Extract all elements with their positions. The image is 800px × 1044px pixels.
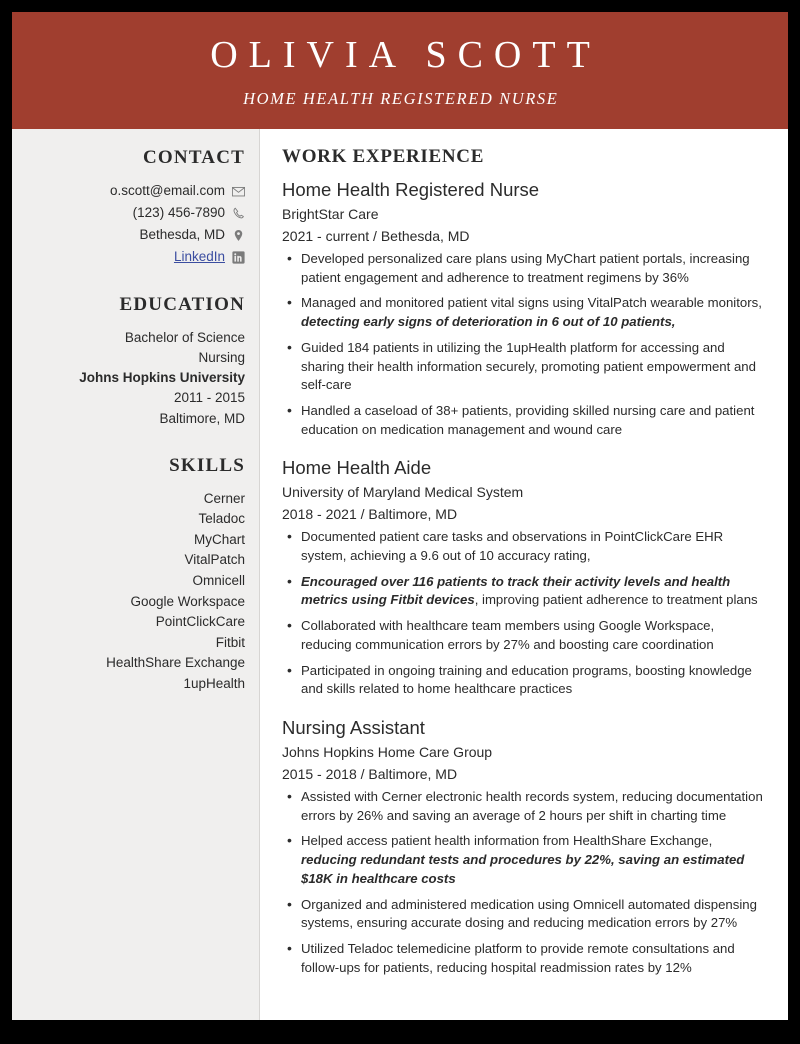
job-title: Nursing Assistant [282,717,425,739]
education-degree: Bachelor of Science [124,329,245,345]
job-meta: 2021 - current / Bethesda, MD [282,227,470,244]
contact-item-location [26,225,245,246]
job-bullets [282,788,766,978]
contact-item-linkedin[interactable] [26,247,245,268]
contact-email-text: o.scott@email.com [110,183,225,198]
list-item: Omnicell [192,573,245,588]
bullet-text: , improving patient adherence to treatment plans [474,592,758,608]
bullet-highlight: reducing redundant tests and procedures by 22%, saving an estimated $18K in healthcare costs [301,852,745,886]
list-item: Fitbit [215,634,245,650]
contact-item-email [26,181,245,202]
job-meta: 2018 - 2021 / Baltimore, MD [282,506,458,523]
list-item [301,573,766,610]
header-subtitle: HOME HEALTH REGISTERED NURSE [243,88,559,108]
job-meta: 2015 - 2018 / Baltimore, MD [282,766,458,783]
contact-location-text: Bethesda, MD [139,226,225,242]
list-item: MyChart [193,531,245,547]
list-item: VitalPatch [184,552,245,568]
skills-section [26,455,245,694]
bullet-text: Managed and monitored patient vital signs using VitalPatch wearable monitors, [301,295,762,311]
contact-heading: CONTACT [143,147,245,168]
sidebar [12,129,259,1020]
job-entry [282,178,766,439]
list-item [301,617,766,654]
linkedin-icon[interactable] [232,251,245,264]
education-dates: 2011 - 2015 [173,390,245,406]
list-item [301,402,766,439]
job-company: BrightStar Care [282,206,379,223]
skills-heading: SKILLS [169,454,245,476]
phone-icon [232,207,245,220]
list-item: 1upHealth [183,675,245,691]
bullet-text: Organized and administered medication using Omnicell automated dispensing systems, ensuring accurate dosing and reducing medication errors by 27% [301,896,757,931]
work-experience-heading: WORK EXPERIENCE [282,146,485,167]
list-item: HealthShare Exchange [106,655,245,671]
list-item [301,788,766,825]
education-school: Johns Hopkins University [79,370,245,386]
main-column [259,129,788,1020]
list-item: Cerner [203,490,245,506]
contact-phone-text: (123) 456-7890 [132,204,225,220]
bullet-text: Documented patient care tasks and observations in PointClickCare EHR system, achieving a 9.6 out of 10 accuracy rating, [301,529,724,563]
bullet-highlight: detecting early signs of deterioration in 6 out of 10 patients, [301,314,676,330]
job-entry [282,716,766,977]
bullet-highlight: Encouraged over 116 patients to track their activity levels and health metrics using Fitbit devices [301,573,731,608]
bullet-text: Helped access patient health information from HealthShare Exchange, [301,833,713,849]
resume-header [12,12,788,129]
linkedin-link-text[interactable]: LinkedIn [173,248,225,264]
education-field: Nursing [198,349,245,365]
list-item [301,896,766,933]
list-item: PointClickCare [155,614,245,630]
list-item: Teladoc [198,511,245,527]
list-item: Google Workspace [130,593,245,609]
job-company: Johns Hopkins Home Care Group [282,744,493,761]
list-item [301,294,766,331]
bullet-text: Assisted with Cerner electronic health records system, reducing documentation errors by 26% and saving an average of 2 hours per shift in charting time [301,788,763,823]
list-item [301,832,766,888]
education-section [26,294,245,429]
job-title: Home Health Aide [282,457,432,479]
job-company: University of Maryland Medical System [282,484,524,501]
list-item [301,339,766,395]
bullet-text: Guided 184 patients in utilizing the 1upHealth platform for accessing and sharing their health information securely, promoting patient empowerment and self-care [301,339,756,393]
bullet-text: Collaborated with healthcare team members using Google Workspace, reducing communication errors by 27% and boosting care coordination [301,618,715,652]
bullet-text: Participated in ongoing training and education programs, boosting knowledge and skills related to home healthcare practices [301,662,752,697]
job-title: Home Health Registered Nurse [282,179,540,200]
contact-item-phone [26,203,245,224]
job-entry [282,456,766,699]
page-title: OLIVIA SCOTT [210,34,601,77]
list-item [301,662,766,699]
location-pin-icon [232,229,245,242]
resume-page [12,12,788,1020]
bullet-text: Utilized Teladoc telemedicine platform to provide remote consultations and follow-ups for patients, reducing hospital readmission rates by 12% [301,941,735,975]
resume-body [12,129,788,1020]
bullet-text: Developed personalized care plans using MyChart patient portals, increasing patient engagement and adherence to treatment regimens by 36% [301,250,750,285]
job-bullets [282,250,766,440]
contact-section [26,147,245,268]
education-heading: EDUCATION [119,293,245,315]
job-bullets [282,528,766,699]
envelope-icon [232,185,245,198]
list-item [301,940,766,977]
education-location: Baltimore, MD [159,410,245,426]
bullet-text: Handled a caseload of 38+ patients, providing skilled nursing care and patient education on medication management and wound care [301,402,755,437]
list-item [301,250,766,287]
list-item [301,528,766,565]
